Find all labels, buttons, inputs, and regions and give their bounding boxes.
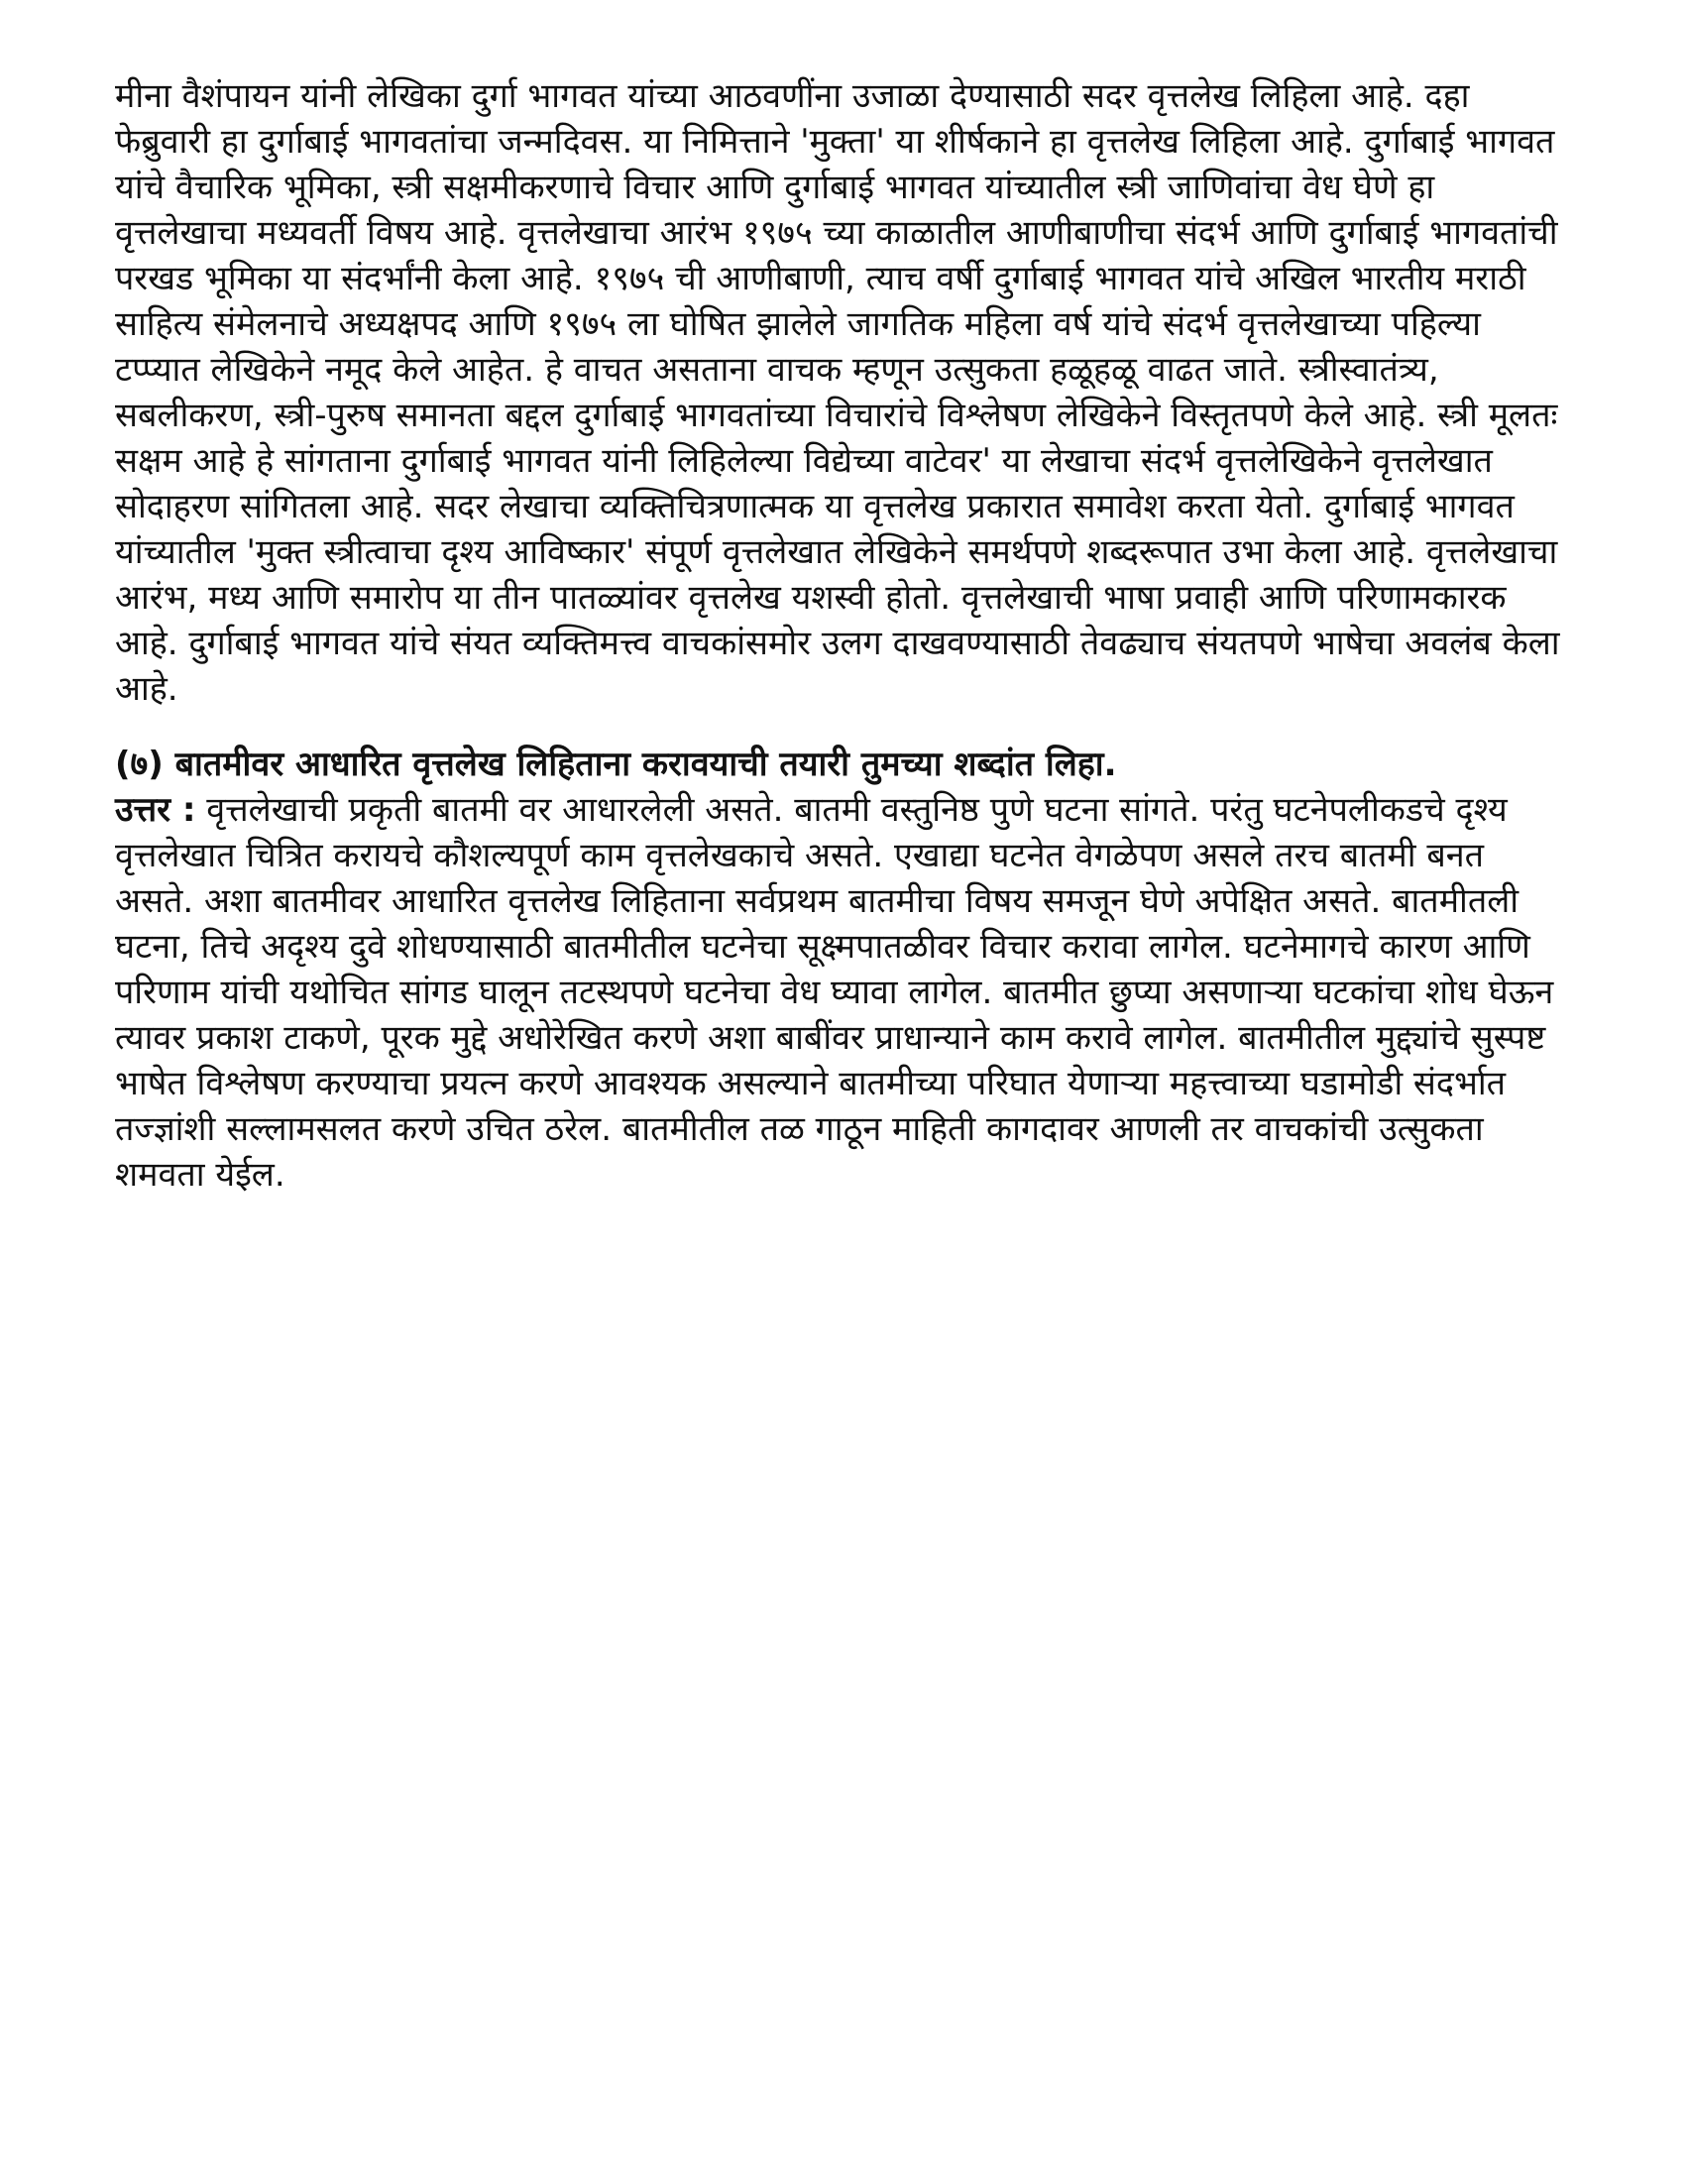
intro-paragraph: मीना वैशंपायन यांनी लेखिका दुर्गा भागवत यांच्या आठवणींना उजाळा देण्यासाठी सदर वृत्तलेख लिहिला आहे. दहा फेब्रुवारी हा दुर्गाबाई भागवतांचा जन्मदिवस. या निमित्ताने 'मुक्ता' या शीर्षकाने हा वृत्तलेख लिहिला आहे. दुर्गाबाई भागवत यांचे वैचारिक भूमिका, स्त्री सक्षमीकरणाचे विचार आणि दुर्गाबाई भागवत यांच्यातील स्त्री जाणिवांचा वेध घेणे हा वृत्तलेखाचा मध्यवर्ती विषय आहे. वृत्तलेखाचा आरंभ १९७५ च्या काळातील आणीबाणीचा संदर्भ आणि दुर्गाबाई भागवतांची परखड भूमिका या संदर्भांनी केला आहे. १९७५ ची आणीबाणी, त्याच वर्षी दुर्गाबाई भागवत यांचे अखिल भारतीय मराठी साहित्य संमेलनाचे अध्यक्षपद आणि १९७५ ला घोषित झालेले जागतिक महिला वर्ष यांचे संदर्भ वृत्तलेखाच्या पहिल्या टप्प्यात लेखिकेने नमूद केले आहेत. हे वाचत असताना वाचक म्हणून उत्सुकता हळूहळू वाढत जाते. स्त्रीस्वातंत्र्य, सबलीकरण, स्त्री-पुरुष समानता बद्दल दुर्गाबाई भागवतांच्या विचारांचे विश्लेषण लेखिकेने विस्तृतपणे केले आहे. स्त्री मूलतः सक्षम आहे हे सांगताना दुर्गाबाई भागवत यांनी लिहिलेल्या विद्येच्या वाटेवर' या लेखाचा संदर्भ वृत्तलेखिकेने वृत्तलेखात सोदाहरण सांगितला आहे. सदर लेखाचा व्यक्तिचित्रणात्मक या वृत्तलेख प्रकारात समावेश करता येतो. दुर्गाबाई भागवत यांच्यातील 'मुक्त स्त्रीत्वाचा दृश्य आविष्कार' संपूर्ण वृत्तलेखात लेखिकेने समर्थपणे शब्दरूपात उभा केला आहे. वृत्तलेखाचा आरंभ, मध्य आणि समारोप या तीन पातळ्यांवर वृत्तलेख यशस्वी होतो. वृत्तलेखाची भाषा प्रवाही आणि परिणामकारक आहे. दुर्गाबाई भागवत यांचे संयत व्यक्तिमत्त्व वाचकांसमोर उलग दाखवण्यासाठी तेवढ्याच संयतपणे भाषेचा अवलंब केला आहे. [115, 76, 1560, 709]
document-body [115, 73, 1572, 1198]
answer-text: वृत्तलेखाची प्रकृती बातमी वर आधारलेली असते. बातमी वस्तुनिष्ठ पुणे घटना सांगते. परंतु घटनेपलीकडचे दृश्य वृत्तलेखात चित्रित करायचे कौशल्यपूर्ण काम वृत्तलेखकाचे असते. एखाद्या घटनेत वेगळेपण असले तरच बातमी बनत असते. अशा बातमीवर आधारित वृत्तलेख लिहिताना सर्वप्रथम बातमीचा विषय समजून घेणे अपेक्षित असते. बातमीतली घटना, तिचे अदृश्य दुवे शोधण्यासाठी बातमीतील घटनेचा सूक्ष्मपातळीवर विचार करावा लागेल. घटनेमागचे कारण आणि परिणाम यांची यथोचित सांगड घालून तटस्थपणे घटनेचा वेध घ्यावा लागेल. बातमीत छुप्या असणाऱ्या घटकांचा शोध घेऊन त्यावर प्रकाश टाकणे, पूरक मुद्दे अधोरेखित करणे अशा बाबींवर प्राधान्याने काम करावे लागेल. बातमीतील मुद्द्यांचे सुस्पष्ट भाषेत विश्लेषण करण्याचा प्रयत्न करणे आवश्यक असल्याने बातमीच्या परिघात येणाऱ्या महत्त्वाच्या घडामोडी संदर्भात तज्ज्ञांशी सल्लामसलत करणे उचित ठरेल. बातमीतील तळ गाठून माहिती कागदावर आणली तर वाचकांची उत्सुकता शमवता येईल. [115, 790, 1554, 1195]
answer-paragraph [115, 787, 1572, 1198]
answer-label: उत्तर : [115, 790, 196, 830]
question-heading: (७) बातमीवर आधारित वृत्तलेख लिहिताना करावयाची तयारी तुमच्या शब्दांत लिहा. [115, 745, 1117, 784]
